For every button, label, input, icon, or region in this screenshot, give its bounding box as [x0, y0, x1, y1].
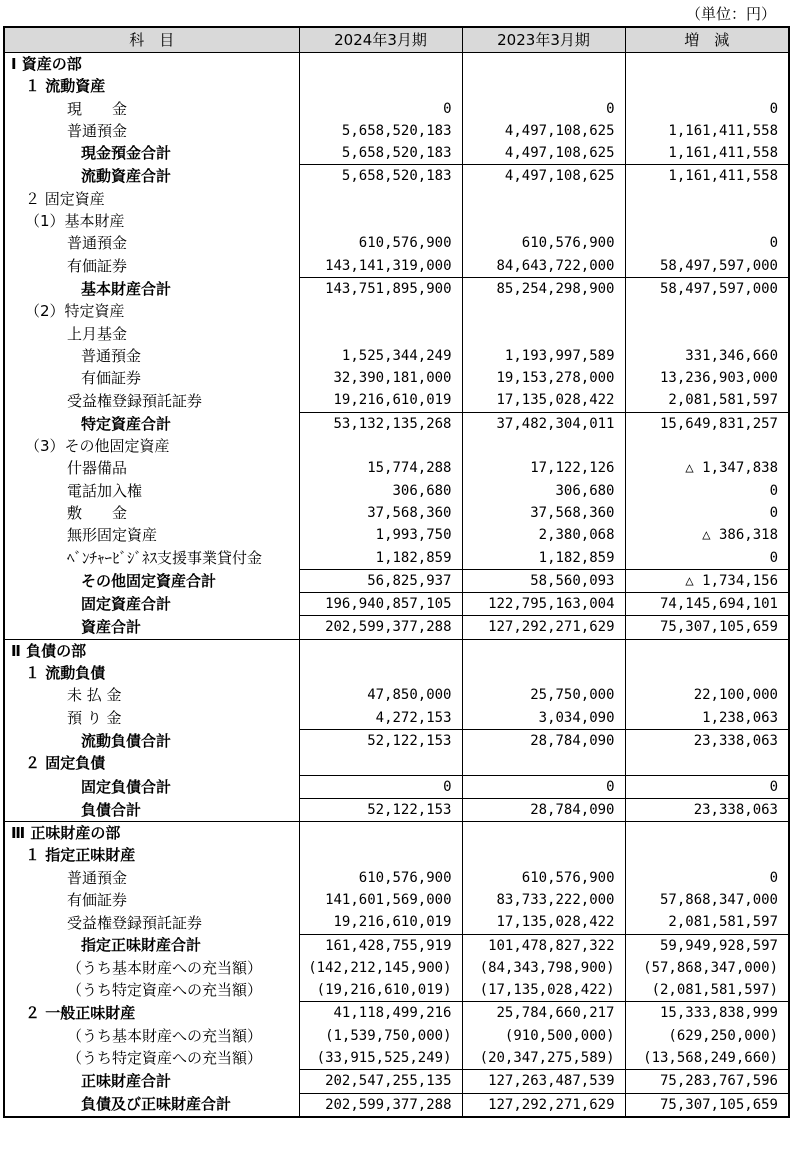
table-row	[4, 210, 789, 232]
table-body	[4, 53, 789, 1117]
value-fy2023: 58,560,093	[462, 569, 625, 592]
value-fy2023: 85,254,298,900	[462, 277, 625, 300]
account-label: 資産合計	[4, 616, 299, 639]
account-label: 特定資産合計	[4, 412, 299, 435]
table-row	[4, 1093, 789, 1117]
table-row	[4, 684, 789, 706]
account-label: 基本財産合計	[4, 277, 299, 300]
value-fy2023	[462, 53, 625, 76]
table-row	[4, 502, 789, 524]
value-fy2024	[299, 435, 462, 457]
table-row	[4, 889, 789, 911]
value-fy2024: 202,599,377,288	[299, 616, 462, 639]
value-change	[625, 662, 789, 684]
value-fy2023: 127,292,271,629	[462, 616, 625, 639]
value-fy2024: 0	[299, 98, 462, 120]
value-change	[625, 323, 789, 345]
table-row	[4, 1002, 789, 1025]
account-label: 普通預金	[4, 867, 299, 889]
account-label: 固定負債合計	[4, 775, 299, 798]
value-change: 75,283,767,596	[625, 1070, 789, 1093]
value-change	[625, 300, 789, 322]
value-fy2024	[299, 752, 462, 775]
account-label: ２ 固定資産	[4, 188, 299, 210]
value-fy2024: 56,825,937	[299, 569, 462, 592]
value-fy2023: 17,135,028,422	[462, 911, 625, 934]
value-change	[625, 53, 789, 76]
header-fy2023: 2023年3月期	[462, 27, 625, 53]
value-fy2023: 2,380,068	[462, 524, 625, 546]
value-change	[625, 435, 789, 457]
value-fy2023: 101,478,827,322	[462, 934, 625, 957]
account-label: ２ 一般正味財産	[4, 1002, 299, 1025]
value-fy2023: 127,263,487,539	[462, 1070, 625, 1093]
table-row	[4, 593, 789, 616]
table-row	[4, 844, 789, 866]
value-change: 1,161,411,558	[625, 165, 789, 188]
value-fy2024: 141,601,569,000	[299, 889, 462, 911]
value-fy2024: 53,132,135,268	[299, 412, 462, 435]
value-change: 2,081,581,597	[625, 911, 789, 934]
value-change	[625, 752, 789, 775]
table-row	[4, 367, 789, 389]
value-fy2024: 610,576,900	[299, 867, 462, 889]
account-label: （3）その他固定資産	[4, 435, 299, 457]
table-row	[4, 300, 789, 322]
value-fy2023: 3,034,090	[462, 707, 625, 730]
account-label: （うち特定資産への充当額）	[4, 979, 299, 1002]
table-row	[4, 457, 789, 479]
account-label: 現金預金合計	[4, 142, 299, 165]
table-row	[4, 934, 789, 957]
value-change	[625, 822, 789, 845]
table-row	[4, 277, 789, 300]
account-label: 指定正味財産合計	[4, 934, 299, 957]
account-label: 普通預金	[4, 120, 299, 142]
account-label: 預 り 金	[4, 707, 299, 730]
value-fy2023: 28,784,090	[462, 798, 625, 821]
table-row	[4, 120, 789, 142]
value-fy2024	[299, 844, 462, 866]
value-fy2023: (910,500,000)	[462, 1025, 625, 1047]
value-fy2023: 0	[462, 98, 625, 120]
table-row	[4, 524, 789, 546]
account-label: Ⅰ 資産の部	[4, 53, 299, 76]
value-change: 15,649,831,257	[625, 412, 789, 435]
value-fy2023: 25,784,660,217	[462, 1002, 625, 1025]
table-row	[4, 480, 789, 502]
value-fy2023: 17,135,028,422	[462, 389, 625, 412]
table-row	[4, 639, 789, 662]
value-fy2024	[299, 639, 462, 662]
table-row	[4, 323, 789, 345]
value-fy2024: 15,774,288	[299, 457, 462, 479]
table-row	[4, 142, 789, 165]
value-change: △ 1,734,156	[625, 569, 789, 592]
table-row	[4, 911, 789, 934]
value-fy2023	[462, 210, 625, 232]
account-label: 有価証券	[4, 889, 299, 911]
table-row	[4, 1070, 789, 1093]
value-fy2024: 202,547,255,135	[299, 1070, 462, 1093]
account-label: 敷 金	[4, 502, 299, 524]
account-label: ２ 固定負債	[4, 752, 299, 775]
value-fy2024: 19,216,610,019	[299, 911, 462, 934]
value-fy2023: 37,482,304,011	[462, 412, 625, 435]
value-change: 0	[625, 480, 789, 502]
value-fy2024	[299, 300, 462, 322]
value-fy2023: 1,193,997,589	[462, 345, 625, 367]
header-fy2024: 2024年3月期	[299, 27, 462, 53]
value-fy2023: 84,643,722,000	[462, 255, 625, 278]
value-fy2023: 83,733,222,000	[462, 889, 625, 911]
value-change: 23,338,063	[625, 798, 789, 821]
value-change: 23,338,063	[625, 729, 789, 752]
value-fy2023: 1,182,859	[462, 547, 625, 570]
value-fy2024: 143,141,319,000	[299, 255, 462, 278]
account-label: 固定資産合計	[4, 593, 299, 616]
value-fy2023: 37,568,360	[462, 502, 625, 524]
table-row	[4, 53, 789, 76]
account-label: Ⅲ 正味財産の部	[4, 822, 299, 845]
value-change	[625, 75, 789, 97]
value-change: 59,949,928,597	[625, 934, 789, 957]
unit-label: （単位：円）	[685, 5, 776, 23]
value-change: 1,238,063	[625, 707, 789, 730]
value-fy2024: (33,915,525,249)	[299, 1047, 462, 1070]
table-row	[4, 389, 789, 412]
value-fy2023	[462, 323, 625, 345]
value-change	[625, 639, 789, 662]
value-change: 58,497,597,000	[625, 277, 789, 300]
value-change: (57,868,347,000)	[625, 957, 789, 979]
value-change: △ 386,318	[625, 524, 789, 546]
value-fy2023	[462, 300, 625, 322]
value-change: 2,081,581,597	[625, 389, 789, 412]
account-label: （うち基本財産への充当額）	[4, 1025, 299, 1047]
table-row	[4, 979, 789, 1002]
table-row	[4, 822, 789, 845]
value-fy2023	[462, 188, 625, 210]
table-row	[4, 1025, 789, 1047]
value-fy2023	[462, 75, 625, 97]
account-label: １ 指定正味財産	[4, 844, 299, 866]
header-change: 増 減	[625, 27, 789, 53]
table-row	[4, 232, 789, 254]
value-fy2024	[299, 53, 462, 76]
table-row	[4, 867, 789, 889]
account-label: （うち基本財産への充当額）	[4, 957, 299, 979]
account-label: Ⅱ 負債の部	[4, 639, 299, 662]
table-row	[4, 798, 789, 821]
value-fy2023: (17,135,028,422)	[462, 979, 625, 1002]
value-fy2024: (19,216,610,019)	[299, 979, 462, 1002]
value-change: (2,081,581,597)	[625, 979, 789, 1002]
table-row	[4, 435, 789, 457]
value-change: 57,868,347,000	[625, 889, 789, 911]
value-fy2023: 4,497,108,625	[462, 142, 625, 165]
value-fy2023: 0	[462, 775, 625, 798]
account-label: 流動負債合計	[4, 729, 299, 752]
table-row	[4, 188, 789, 210]
value-fy2024: 52,122,153	[299, 798, 462, 821]
account-label: 現 金	[4, 98, 299, 120]
value-change: 1,161,411,558	[625, 142, 789, 165]
value-fy2024: 52,122,153	[299, 729, 462, 752]
value-fy2024: 5,658,520,183	[299, 142, 462, 165]
value-fy2023: (20,347,275,589)	[462, 1047, 625, 1070]
account-label: （1）基本財産	[4, 210, 299, 232]
value-fy2023: 610,576,900	[462, 232, 625, 254]
balance-sheet-table	[3, 26, 790, 1118]
value-fy2023: 610,576,900	[462, 867, 625, 889]
value-change: 0	[625, 232, 789, 254]
value-change: 75,307,105,659	[625, 616, 789, 639]
account-label: １ 流動負債	[4, 662, 299, 684]
account-label: 流動資産合計	[4, 165, 299, 188]
value-change: △ 1,347,838	[625, 457, 789, 479]
table-row	[4, 662, 789, 684]
value-change: 58,497,597,000	[625, 255, 789, 278]
table-row	[4, 729, 789, 752]
value-fy2024	[299, 662, 462, 684]
value-fy2024: 306,680	[299, 480, 462, 502]
value-fy2023: (84,343,798,900)	[462, 957, 625, 979]
account-label: （2）特定資産	[4, 300, 299, 322]
value-fy2023	[462, 822, 625, 845]
account-label: 電話加入権	[4, 480, 299, 502]
table-row	[4, 957, 789, 979]
value-change: 0	[625, 547, 789, 570]
value-fy2023	[462, 435, 625, 457]
value-fy2024: 1,993,750	[299, 524, 462, 546]
table-row	[4, 345, 789, 367]
value-fy2024: 37,568,360	[299, 502, 462, 524]
value-fy2024: 161,428,755,919	[299, 934, 462, 957]
value-change: 0	[625, 867, 789, 889]
value-fy2024: 32,390,181,000	[299, 367, 462, 389]
value-fy2024: 1,182,859	[299, 547, 462, 570]
table-row	[4, 616, 789, 639]
account-label: 有価証券	[4, 367, 299, 389]
value-change	[625, 210, 789, 232]
account-label: 受益権登録預託証券	[4, 389, 299, 412]
value-fy2024: 4,272,153	[299, 707, 462, 730]
table-row	[4, 569, 789, 592]
value-fy2023: 306,680	[462, 480, 625, 502]
table-row	[4, 75, 789, 97]
value-fy2024: 47,850,000	[299, 684, 462, 706]
value-fy2024: 196,940,857,105	[299, 593, 462, 616]
value-fy2023: 4,497,108,625	[462, 120, 625, 142]
account-label: その他固定資産合計	[4, 569, 299, 592]
table-row	[4, 752, 789, 775]
account-label: 普通預金	[4, 232, 299, 254]
value-fy2024: 19,216,610,019	[299, 389, 462, 412]
value-fy2024: (1,539,750,000)	[299, 1025, 462, 1047]
value-fy2023	[462, 844, 625, 866]
account-label: 有価証券	[4, 255, 299, 278]
account-label: 什器備品	[4, 457, 299, 479]
value-change: 74,145,694,101	[625, 593, 789, 616]
value-fy2024: 5,658,520,183	[299, 120, 462, 142]
value-fy2024: 41,118,499,216	[299, 1002, 462, 1025]
account-label: 正味財産合計	[4, 1070, 299, 1093]
table-row	[4, 165, 789, 188]
value-change: 15,333,838,999	[625, 1002, 789, 1025]
table-row	[4, 412, 789, 435]
value-fy2023: 127,292,271,629	[462, 1093, 625, 1117]
account-label: 負債及び正味財産合計	[4, 1093, 299, 1117]
value-fy2024	[299, 822, 462, 845]
value-change: 1,161,411,558	[625, 120, 789, 142]
header-account: 科 目	[4, 27, 299, 53]
account-label: 普通預金	[4, 345, 299, 367]
value-change	[625, 844, 789, 866]
value-fy2024	[299, 188, 462, 210]
value-fy2023	[462, 639, 625, 662]
value-change: 0	[625, 775, 789, 798]
table-row	[4, 255, 789, 278]
value-fy2024	[299, 75, 462, 97]
value-fy2023: 17,122,126	[462, 457, 625, 479]
value-change: 13,236,903,000	[625, 367, 789, 389]
value-fy2024	[299, 210, 462, 232]
table-row	[4, 547, 789, 570]
value-fy2024: 202,599,377,288	[299, 1093, 462, 1117]
value-fy2024	[299, 323, 462, 345]
value-fy2023: 122,795,163,004	[462, 593, 625, 616]
value-fy2023	[462, 752, 625, 775]
account-label: 無形固定資産	[4, 524, 299, 546]
value-fy2024: (142,212,145,900)	[299, 957, 462, 979]
value-fy2023	[462, 662, 625, 684]
value-fy2024: 1,525,344,249	[299, 345, 462, 367]
account-label: 未 払 金	[4, 684, 299, 706]
value-fy2024: 5,658,520,183	[299, 165, 462, 188]
value-change: (629,250,000)	[625, 1025, 789, 1047]
value-fy2023: 4,497,108,625	[462, 165, 625, 188]
table-row	[4, 707, 789, 730]
table-row	[4, 775, 789, 798]
value-change: 22,100,000	[625, 684, 789, 706]
value-fy2023: 19,153,278,000	[462, 367, 625, 389]
value-change	[625, 188, 789, 210]
value-change: 75,307,105,659	[625, 1093, 789, 1117]
value-change: (13,568,249,660)	[625, 1047, 789, 1070]
value-change: 331,346,660	[625, 345, 789, 367]
account-label: ﾍﾞﾝﾁｬｰﾋﾞｼﾞﾈｽ支援事業貸付金	[4, 547, 299, 570]
table-header-row	[4, 27, 789, 53]
account-label: 上月基金	[4, 323, 299, 345]
value-fy2024: 0	[299, 775, 462, 798]
value-change: 0	[625, 98, 789, 120]
value-change: 0	[625, 502, 789, 524]
table-row	[4, 98, 789, 120]
table-row	[4, 1047, 789, 1070]
value-fy2023: 25,750,000	[462, 684, 625, 706]
value-fy2024: 143,751,895,900	[299, 277, 462, 300]
account-label: １ 流動資産	[4, 75, 299, 97]
account-label: （うち特定資産への充当額）	[4, 1047, 299, 1070]
value-fy2024: 610,576,900	[299, 232, 462, 254]
account-label: 受益権登録預託証券	[4, 911, 299, 934]
value-fy2023: 28,784,090	[462, 729, 625, 752]
account-label: 負債合計	[4, 798, 299, 821]
